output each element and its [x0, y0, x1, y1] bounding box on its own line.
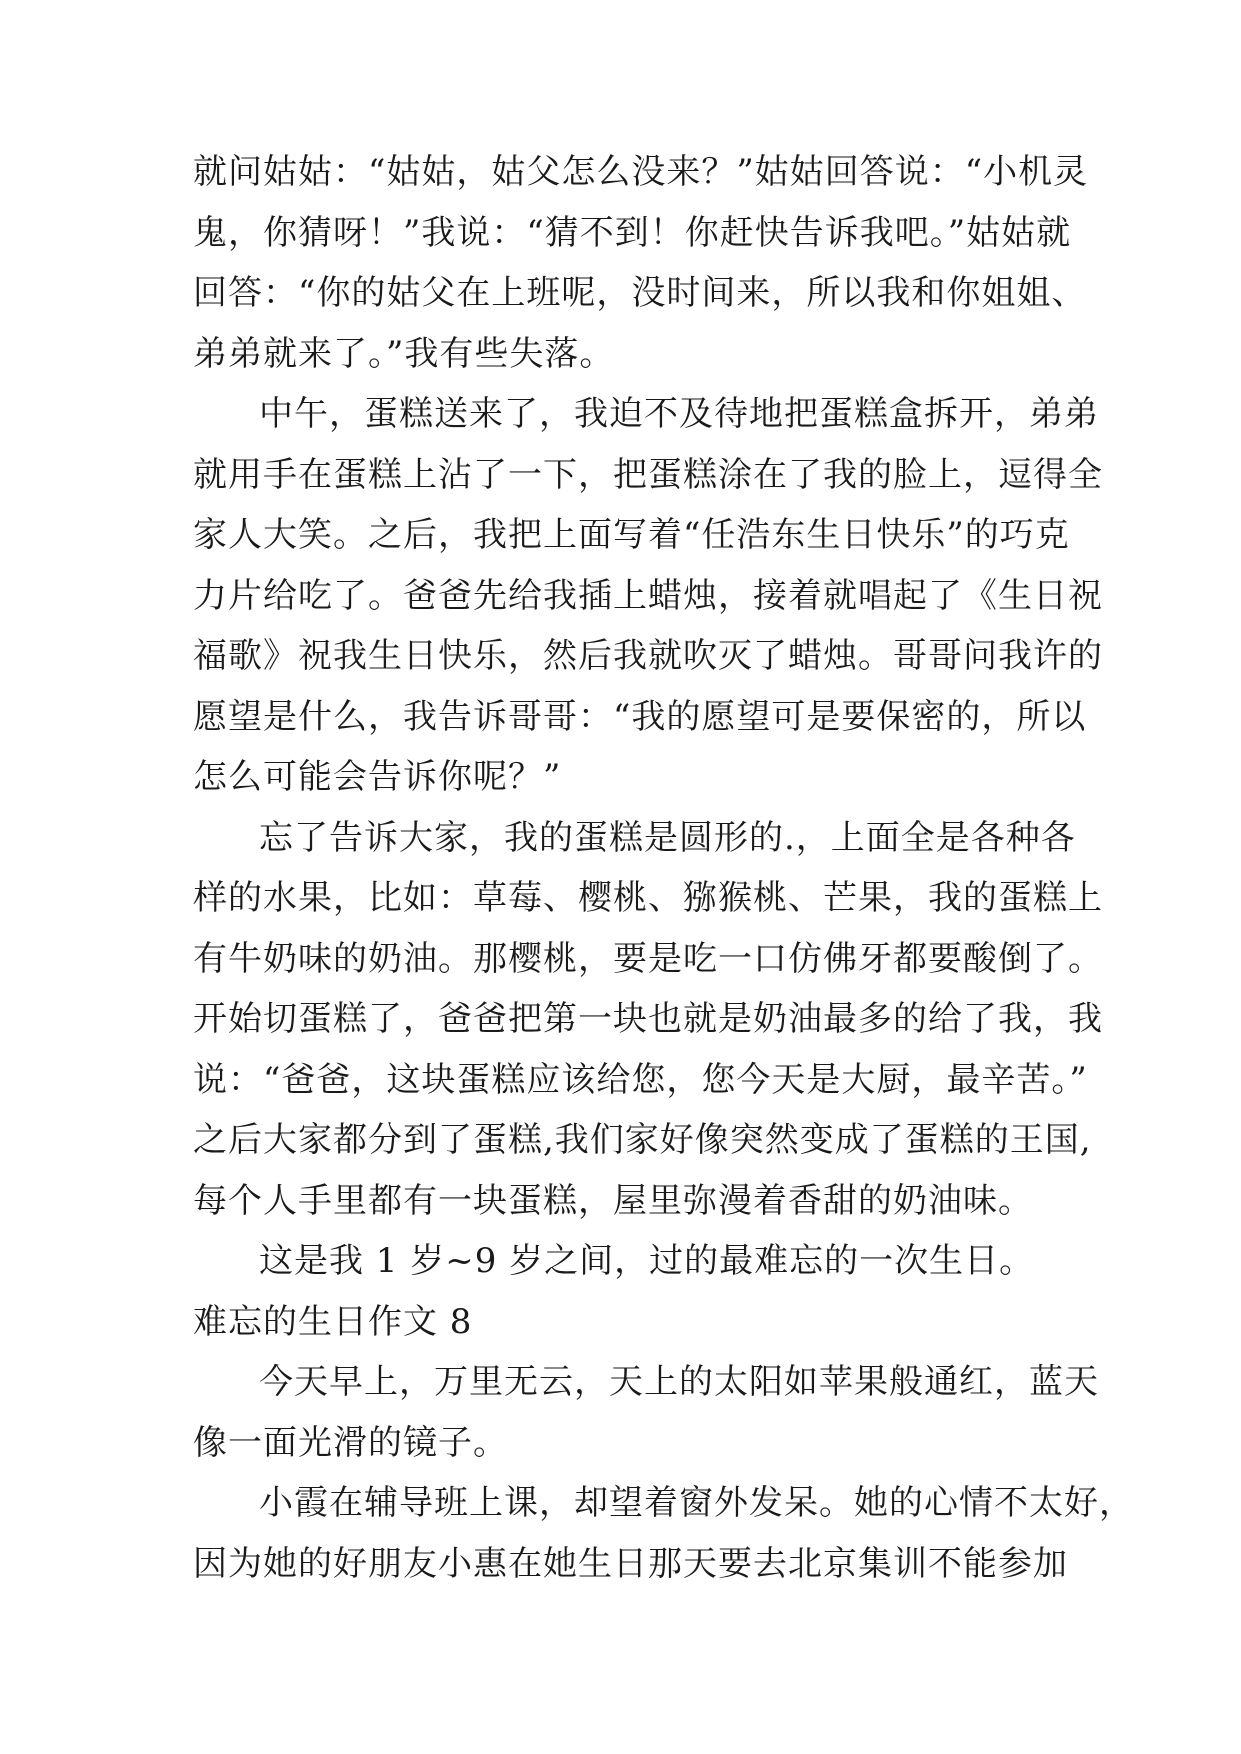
- text-line: 难忘的生日作文 8: [193, 1301, 473, 1342]
- text-line: 这是我 1 岁~9 岁之间，过的最难忘的一次生日。: [259, 1241, 1035, 1281]
- text-line: 就问姑姑：“姑姑，姑父怎么没来？”姑姑回答说：“小机灵: [193, 152, 1089, 192]
- text-line: 样的水果，比如：草莓、樱桃、猕猴桃、芒果，我的蛋糕上: [193, 878, 1103, 918]
- text-line: 家人大笑。之后，我把上面写着“任浩东生日快乐”的巧克: [193, 515, 1070, 555]
- text-line: 弟弟就来了。”我有些失落。: [193, 333, 615, 374]
- text-line: 开始切蛋糕了，爸爸把第一块也就是奶油最多的给了我，我: [193, 999, 1103, 1039]
- text-line: 每个人手里都有一块蛋糕，屋里弥漫着香甜的奶油味。: [193, 1180, 1033, 1221]
- text-line: 因为她的好朋友小惠在她生日那天要去北京集训不能参加: [193, 1543, 1068, 1584]
- text-line: 像一面光滑的镜子。: [193, 1422, 508, 1463]
- text-line: 之后大家都分到了蛋糕,我们家好像突然变成了蛋糕的王国,: [193, 1120, 1092, 1160]
- text-line: 说：“爸爸，这块蛋糕应该给您，您今天是大厨，最辛苦。”: [193, 1059, 1088, 1100]
- text-line: 就用手在蛋糕上沾了一下，把蛋糕涂在了我的脸上，逗得全: [193, 454, 1103, 495]
- text-line: 小霞在辅导班上课，却望着窗外发呆。她的心情不太好，: [259, 1483, 1134, 1523]
- text-line: 怎么可能会告诉你呢？”: [193, 757, 562, 797]
- text-line: 愿望是什么，我告诉哥哥：“我的愿望可是要保密的，所以: [193, 696, 1087, 737]
- text-line: 鬼，你猜呀！”我说：“猜不到！你赶快告诉我吧。”姑姑就: [193, 212, 1072, 253]
- text-line: 忘了告诉大家，我的蛋糕是圆形的.，上面全是各种各: [259, 817, 1076, 858]
- text-line: 力片给吃了。爸爸先给我插上蜡烛，接着就唱起了《生日祝: [193, 575, 1103, 616]
- text-line: 回答：“你的姑父在上班呢，没时间来，所以我和你姐姐、: [193, 273, 1087, 313]
- text-line: 中午，蛋糕送来了，我迫不及待地把蛋糕盒拆开，弟弟: [259, 394, 1099, 434]
- text-line: 有牛奶味的奶油。那樱桃，要是吃一口仿佛牙都要酸倒了。: [193, 938, 1103, 979]
- text-line: 今天早上，万里无云，天上的太阳如苹果般通红，蓝天: [259, 1362, 1099, 1402]
- text-line: 福歌》祝我生日快乐，然后我就吹灭了蜡烛。哥哥问我许的: [193, 636, 1103, 676]
- document-body: [193, 142, 1134, 1594]
